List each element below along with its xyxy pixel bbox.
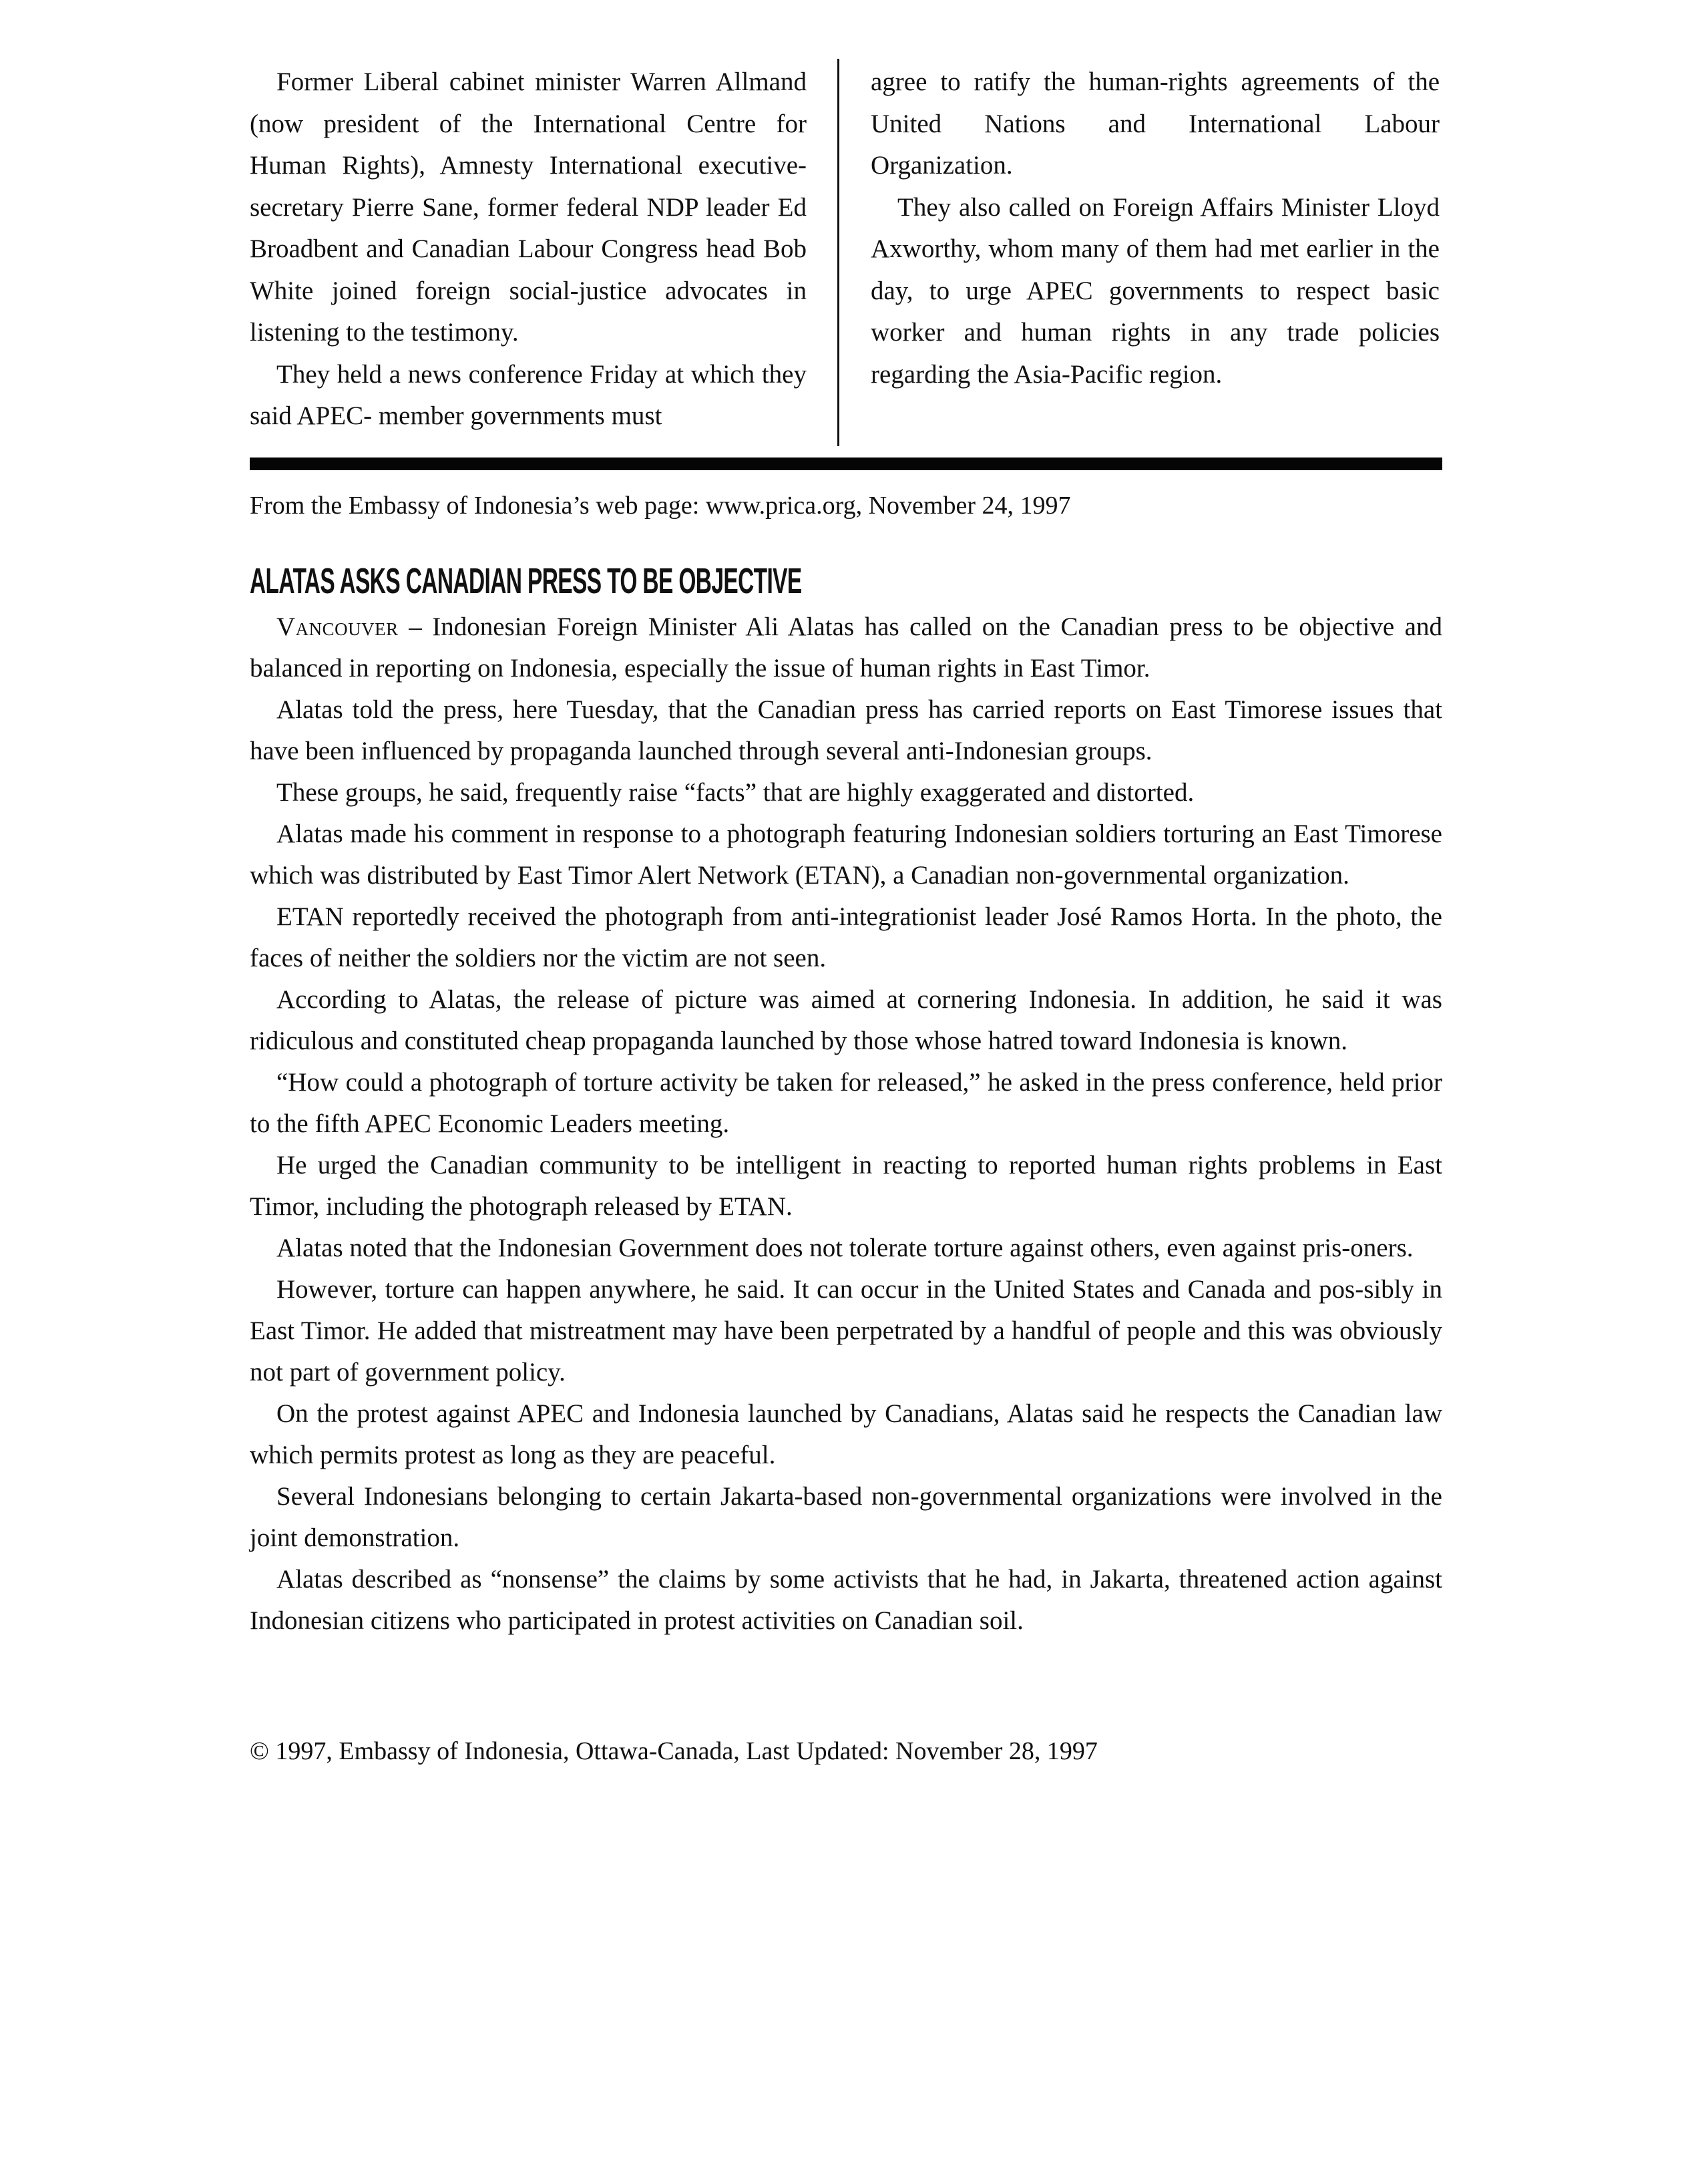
article-paragraph: Alatas told the press, here Tuesday, that the Canadian press has carried reports on East Timorese issues that have been influenced by propaganda launched through several anti-Indonesian groups. bbox=[250, 695, 1442, 765]
left-paragraph-2: They held a news conference Friday at which they said APEC- member governments must bbox=[250, 359, 807, 430]
article-paragraph: However, torture can happen anywhere, he said. It can occur in the United States and Canada and pos-sibly in East Timor. He added that mistreatment may have been perpetrated by a handful of people and this was obviously not part of government policy. bbox=[250, 1275, 1442, 1387]
right-column bbox=[871, 61, 1440, 395]
copyright-notice: © 1997, Embassy of Indonesia, Ottawa-Canada, Last Updated: November 28, 1997 bbox=[250, 1737, 1098, 1765]
article-paragraph: He urged the Canadian community to be intelligent in reacting to reported human rights problems in East Timor, including the photograph released by ETAN. bbox=[250, 1151, 1442, 1221]
source-citation: From the Embassy of Indonesia’s web page: www.prica.org, November 24, 1997 bbox=[250, 492, 1071, 520]
dateline-separator: – bbox=[398, 612, 433, 641]
article-paragraph: Alatas made his comment in response to a photograph featuring Indonesian soldiers torturing an East Timorese which was distributed by East Timor Alert Network (ETAN), a Canadian non-governmental organization. bbox=[250, 820, 1442, 890]
left-column bbox=[250, 61, 807, 437]
article-paragraph: “How could a photograph of torture activity be taken for released,” he asked in the press conference, held prior to the fifth APEC Economic Leaders meeting. bbox=[250, 1068, 1442, 1138]
article-paragraph: Several Indonesians belonging to certain Jakarta-based non-governmental organizations were involved in the joint demonstration. bbox=[250, 1482, 1442, 1552]
left-paragraph-1: Former Liberal cabinet minister Warren Allmand (now president of the International Centre for Human Rights), Amnesty International executive-secretary Pierre Sane, former federal NDP leader Ed Broadbent and Canadian Labour Congress head Bob White joined foreign social-justice advocates in listening to the testimony. bbox=[250, 67, 807, 347]
right-paragraph-1: agree to ratify the human-rights agreements of the United Nations and International Labour Organization. bbox=[871, 67, 1440, 180]
column-divider bbox=[837, 59, 839, 446]
article-headline: ALATAS ASKS CANADIAN PRESS TO BE OBJECTIVE bbox=[250, 561, 802, 601]
article-paragraph: ETAN reportedly received the photograph from anti-integrationist leader José Ramos Horta. In the photo, the faces of neither the soldiers nor the victim are not seen. bbox=[250, 902, 1442, 972]
article-lead-paragraph bbox=[250, 606, 1442, 689]
section-divider-rule bbox=[250, 458, 1442, 470]
article-paragraph: These groups, he said, frequently raise “facts” that are highly exaggerated and distorted. bbox=[276, 778, 1195, 807]
lead-text: Indonesian Foreign Minister Ali Alatas has called on the Canadian press to be objective and balanced in reporting on Indonesia, especially the issue of human rights in East Timor. bbox=[250, 612, 1442, 683]
article-paragraph: Alatas noted that the Indonesian Government does not tolerate torture against others, even against pris-oners. bbox=[276, 1234, 1414, 1262]
article-paragraph: Alatas described as “nonsense” the claims by some activists that he had, in Jakarta, threatened action against Indonesian citizens who participated in protest activities on Canadian soil. bbox=[250, 1565, 1442, 1635]
article-paragraph: On the protest against APEC and Indonesia launched by Canadians, Alatas said he respects the Canadian law which permits protest as long as they are peaceful. bbox=[250, 1399, 1442, 1469]
article-paragraph: According to Alatas, the release of picture was aimed at cornering Indonesia. In addition, he said it was ridiculous and constituted cheap propaganda launched by those whose hatred toward Indonesia is known. bbox=[250, 985, 1442, 1055]
dateline: Vancouver bbox=[276, 612, 399, 641]
article-body bbox=[250, 606, 1442, 1642]
right-paragraph-2: They also called on Foreign Affairs Minister Lloyd Axworthy, whom many of them had met earlier in the day, to urge APEC governments to respect basic worker and human rights in any trade policies regarding the Asia-Pacific region. bbox=[871, 192, 1440, 389]
two-column-continuation bbox=[250, 61, 1441, 442]
